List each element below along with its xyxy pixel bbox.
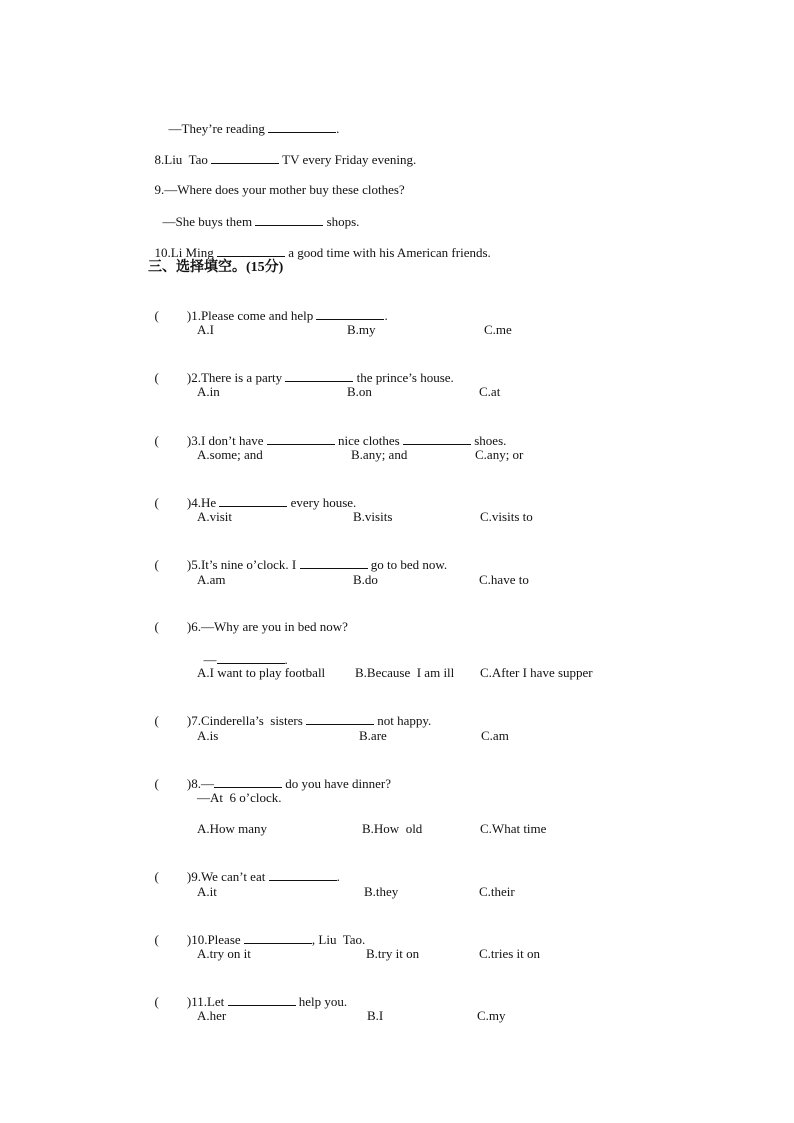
option-a[interactable]: A.her (197, 1008, 227, 1023)
dash-text: . (284, 652, 288, 667)
question-text: . (336, 869, 340, 884)
question-text: 4.He (191, 495, 220, 510)
question-text: 3.I don’t have (191, 433, 267, 448)
answer-bracket-open: ( (154, 776, 159, 791)
line-text: 8.Liu Tao (154, 152, 212, 167)
fill-line-8 (148, 135, 416, 168)
question-8 (148, 759, 391, 792)
answer-bracket-close: ) (186, 370, 192, 385)
question-text: 6.—Why are you in bed now? (191, 619, 348, 634)
answer-bracket-open: ( (154, 495, 159, 510)
line-text: 9.—Where does your mother buy these clothes? (154, 182, 405, 197)
answer-bracket-close: ) (186, 713, 192, 728)
option-a[interactable]: A.I want to play football (197, 665, 326, 680)
answer-blank[interactable] (300, 556, 368, 569)
option-a[interactable]: A.some; and (197, 447, 263, 462)
answer-bracket-close: ) (186, 308, 192, 323)
question-1 (148, 291, 388, 324)
fill-line-9-question (148, 166, 405, 198)
question-10 (148, 915, 365, 948)
dash-text: — (203, 652, 217, 667)
option-a[interactable]: A.How many (197, 821, 268, 836)
option-a[interactable]: A.try on it (197, 946, 251, 961)
answer-bracket-open: ( (154, 308, 159, 323)
answer-blank[interactable] (269, 868, 337, 881)
answer-bracket-open: ( (154, 869, 159, 884)
question-text: help you. (295, 994, 348, 1009)
option-a[interactable]: A.visit (197, 509, 233, 524)
answer-bracket-close: ) (186, 776, 192, 791)
answer-bracket-open: ( (154, 433, 159, 448)
line-text: —They’re reading (168, 121, 269, 136)
answer-bracket-close: ) (186, 869, 192, 884)
question-4 (148, 478, 356, 511)
question-text: , Liu Tao. (311, 932, 366, 947)
question-2 (148, 353, 454, 386)
answer-blank[interactable] (306, 712, 374, 725)
answer-bracket-close: ) (186, 619, 192, 634)
option-c[interactable]: C.visits to (480, 509, 533, 524)
option-a[interactable]: A.am (197, 572, 226, 587)
option-b[interactable]: B.How old (362, 821, 423, 836)
question-3 (148, 416, 506, 449)
question-text: 1.Please come and help (191, 308, 317, 323)
option-b[interactable]: B.are (359, 728, 387, 743)
section-title: 三、选择填空。(15分) (148, 260, 284, 275)
question-9 (148, 852, 340, 885)
question-5 (148, 540, 447, 573)
question-6 (148, 603, 348, 635)
answer-bracket-close: ) (186, 557, 192, 572)
option-c[interactable]: C.me (484, 322, 512, 337)
answer-blank[interactable] (255, 213, 323, 226)
question-text: 11.Let (191, 994, 228, 1009)
answer-blank[interactable] (228, 993, 296, 1006)
answer-blank[interactable] (267, 432, 335, 445)
answer-bracket-open: ( (154, 932, 159, 947)
fill-line-9-answer (156, 197, 359, 230)
question-text: 9.We can’t eat (191, 869, 269, 884)
answer-bracket-close: ) (186, 932, 192, 947)
answer-bracket-close: ) (186, 994, 192, 1009)
question-text: do you have dinner? (281, 776, 391, 791)
option-c[interactable]: C.have to (479, 572, 529, 587)
question-text: . (384, 308, 388, 323)
line-text: shops. (323, 214, 360, 229)
option-b[interactable]: B.my (347, 322, 376, 337)
line-text: 10.Li Ming (154, 245, 217, 260)
question-text: 5.It’s nine o’clock. I (191, 557, 300, 572)
answer-blank[interactable] (219, 494, 287, 507)
option-b[interactable]: B.on (347, 384, 372, 399)
option-b[interactable]: B.any; and (351, 447, 408, 462)
question-text: the prince’s house. (353, 370, 454, 385)
question-text: every house. (287, 495, 357, 510)
question-text: nice clothes (334, 433, 403, 448)
question-text: 10.Please (191, 932, 244, 947)
question-6-answer-line (197, 635, 288, 668)
option-b[interactable]: B.do (353, 572, 378, 587)
answer-blank[interactable] (316, 307, 384, 320)
option-b[interactable]: B.Because I am ill (355, 665, 455, 680)
option-c[interactable]: C.my (477, 1008, 506, 1023)
option-b[interactable]: B.they (364, 884, 399, 899)
answer-blank[interactable] (217, 244, 285, 257)
line-text: TV every Friday evening. (279, 152, 417, 167)
option-c[interactable]: C.After I have supper (480, 665, 593, 680)
option-b[interactable]: B.try it on (366, 946, 420, 961)
question-text: go to bed now. (367, 557, 448, 572)
answer-bracket-open: ( (154, 619, 159, 634)
answer-bracket-close: ) (186, 433, 192, 448)
question-text: 8.— (191, 776, 214, 791)
fill-line-7-answer (162, 104, 339, 137)
option-a[interactable]: A.is (197, 728, 219, 743)
answer-blank[interactable] (268, 120, 336, 133)
answer-blank[interactable] (285, 369, 353, 382)
option-c[interactable]: C.at (479, 384, 501, 399)
answer-blank[interactable] (244, 931, 312, 944)
answer-bracket-close: ) (186, 495, 192, 510)
line-text: . (336, 121, 340, 136)
question-text: shoes. (471, 433, 507, 448)
fill-line-10 (148, 228, 491, 261)
answer-bracket-open: ( (154, 370, 159, 385)
answer-blank[interactable] (403, 432, 471, 445)
answer-blank[interactable] (217, 651, 285, 664)
option-a[interactable]: A.it (197, 884, 217, 899)
question-text: 2.There is a party (191, 370, 286, 385)
answer-bracket-open: ( (154, 713, 159, 728)
answer-bracket-open: ( (154, 994, 159, 1009)
line-text: —She buys them (162, 214, 256, 229)
option-c[interactable]: C.any; or (475, 447, 524, 462)
option-c[interactable]: C.am (481, 728, 509, 743)
option-c[interactable]: C.their (479, 884, 515, 899)
option-c[interactable]: C.tries it on (479, 946, 541, 961)
question-7 (148, 696, 431, 729)
option-b[interactable]: B.visits (353, 509, 393, 524)
option-b[interactable]: B.I (367, 1008, 384, 1023)
answer-bracket-open: ( (154, 557, 159, 572)
question-8-answer-line: —At 6 o’clock. (197, 790, 282, 805)
answer-blank[interactable] (214, 775, 282, 788)
option-a[interactable]: A.I (197, 322, 214, 337)
option-c[interactable]: C.What time (480, 821, 547, 836)
answer-blank[interactable] (211, 151, 279, 164)
line-text: a good time with his American friends. (284, 245, 491, 260)
option-a[interactable]: A.in (197, 384, 220, 399)
question-11 (148, 977, 347, 1010)
question-text: 7.Cinderella’s sisters (191, 713, 307, 728)
question-text: not happy. (374, 713, 432, 728)
